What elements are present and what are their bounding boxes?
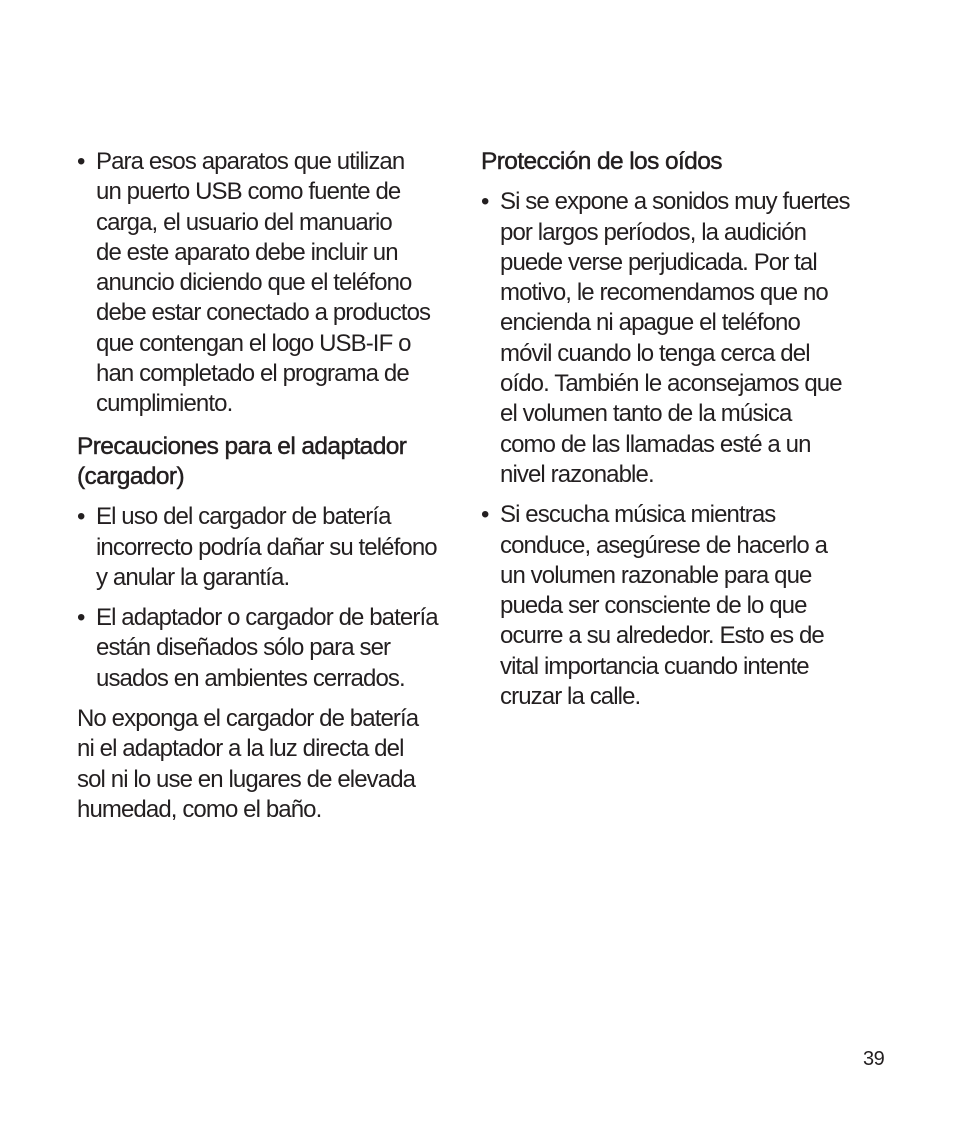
left-column (77, 147, 449, 825)
bullet-usb-charging: • Para esos aparatos que utilizan un puerto USB como fuente de carga, el usuario del manuario de este aparato debe incluir un anuncio diciendo que el teléfono debe estar conectado a productos que contengan el logo USB-IF o han completado el programa de cumplimiento. (77, 147, 449, 420)
heading-ear-protection: Protección de los oídos (481, 148, 722, 175)
bullet-incorrect-charger: • El uso del cargador de batería incorrecto podría dañar su teléfono y anular la garantía. (77, 502, 449, 593)
bullet-loud-sounds: • Si se expone a sonidos muy fuertes por largos períodos, la audición puede verse perjudicada. Por tal motivo, le recomendamos que no encienda ni apague el teléfono móvil cuando lo tenga cerca del oído. También le aconsejamos que el volumen tanto de la música como de las llamadas esté a un nivel razonable. (481, 187, 871, 490)
bullet-indoor-use: • El adaptador o cargador de batería están diseñados sólo para ser usados en ambientes cerrados. (77, 603, 449, 694)
right-column (481, 147, 871, 712)
bullet-music-driving: • Si escucha música mientras conduce, asegúrese de hacerlo a un volumen razonable para que pueda ser consciente de lo que ocurre a su alrededor. Esto es de vital importancia cuando intente cruzar la calle. (481, 500, 871, 712)
heading-adapter-precautions: Precauciones para el adaptador (cargador) (77, 432, 407, 490)
page-number: 39 (863, 1048, 885, 1070)
paragraph-exposure-warning: No exponga el cargador de batería ni el adaptador a la luz directa del sol ni lo use en lugares de elevada humedad, como el baño. (77, 705, 419, 823)
